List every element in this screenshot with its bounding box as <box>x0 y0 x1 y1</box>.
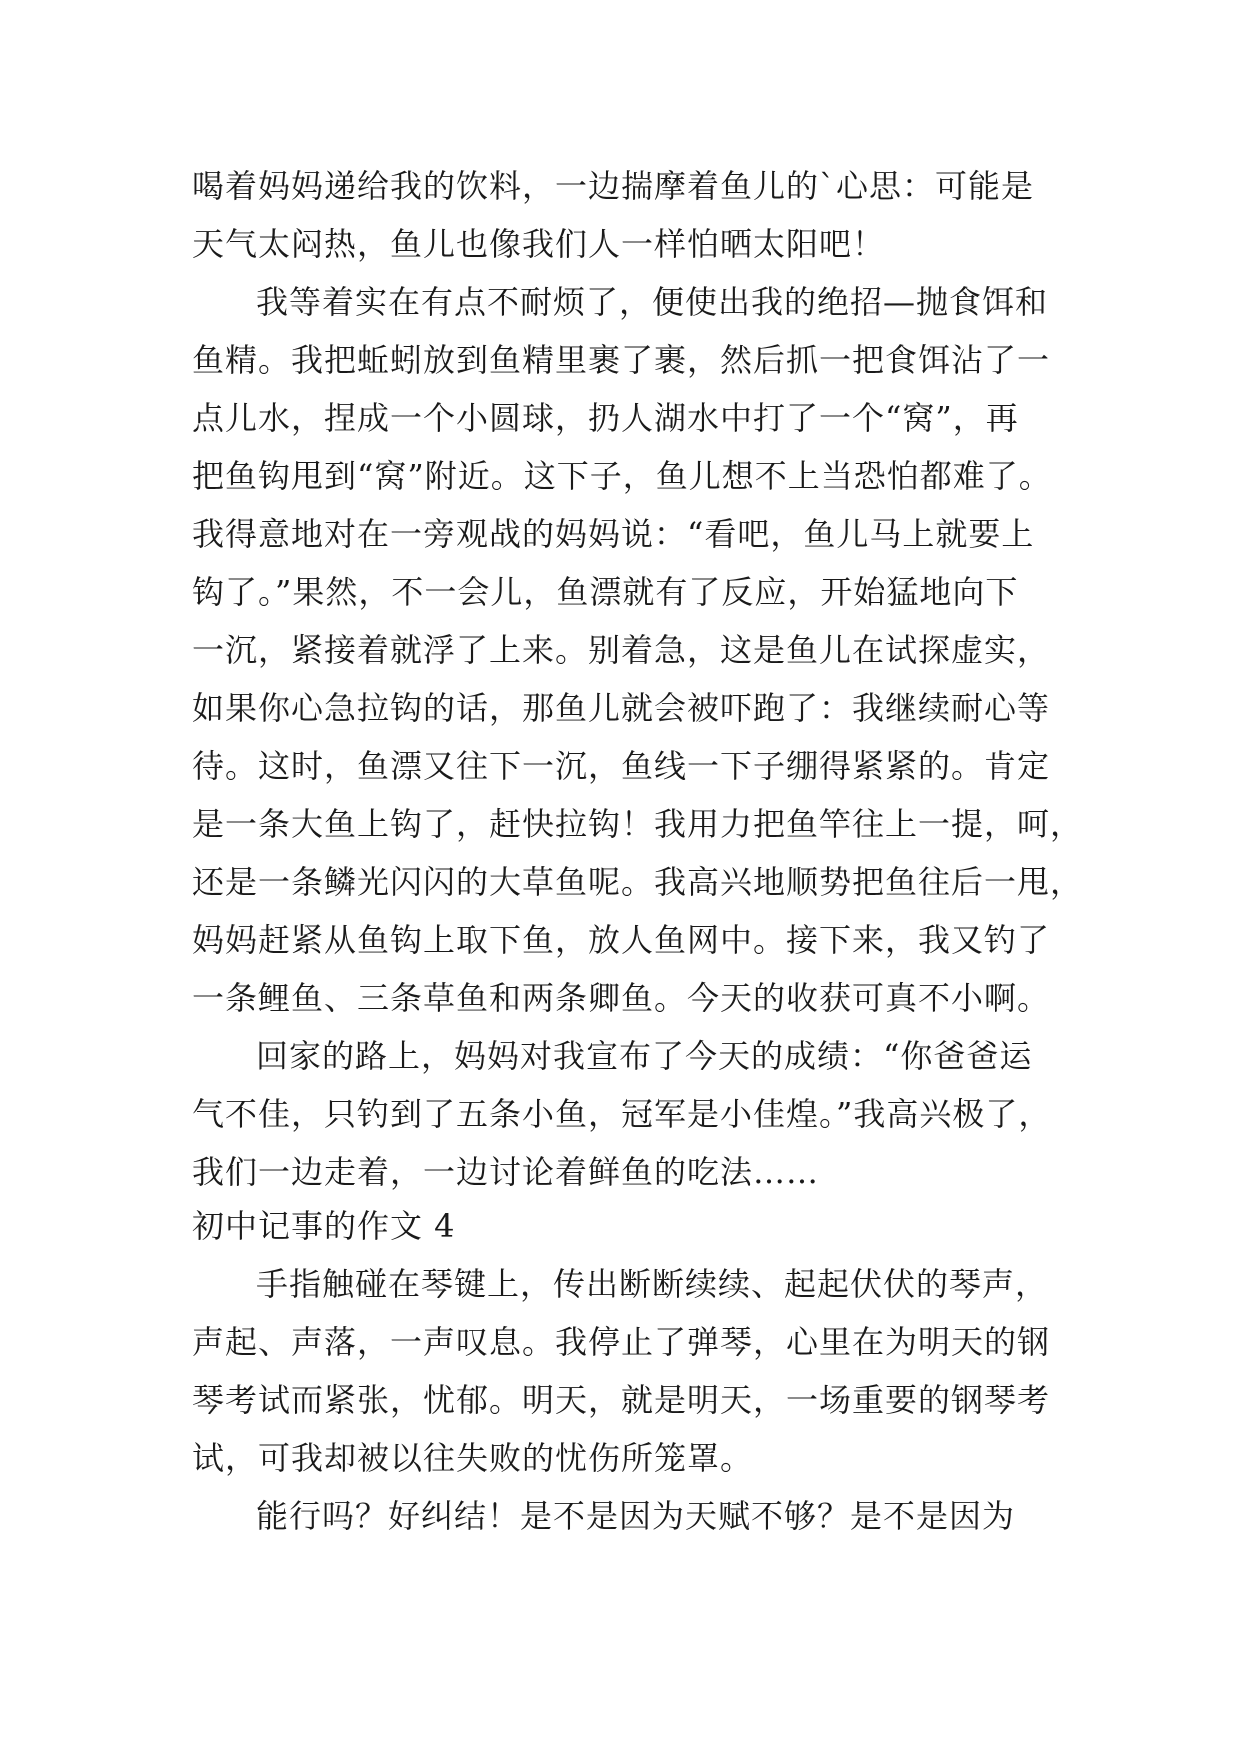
text-line: 喝着妈妈递给我的饮料，一边揣摩着鱼儿的`心思：可能是 <box>192 167 1035 205</box>
paragraph-start-line: 手指触碰在琴键上，传出断断续续、起起伏伏的琴声， <box>256 1265 1049 1303</box>
text-line: 天气太闷热，鱼儿也像我们人一样怕晒太阳吧！ <box>192 225 886 263</box>
text-line: 一条鲤鱼、三条草鱼和两条卿鱼。今天的收获可真不小啊。 <box>192 979 1051 1017</box>
text-line: 我们一边走着，一边讨论着鲜鱼的吃法…… <box>192 1153 820 1191</box>
text-line: 点儿水，捏成一个小圆球，扔人湖水中打了一个“窝”，再 <box>192 399 1019 437</box>
text-line: 琴考试而紧张，忧郁。明天，就是明天，一场重要的钢琴考 <box>192 1381 1051 1419</box>
paragraph-start-line: 能行吗？好纠结！是不是因为天赋不够？是不是因为 <box>256 1497 1016 1535</box>
text-line: 如果你心急拉钩的话，那鱼儿就会被吓跑了：我继续耐心等 <box>192 689 1051 727</box>
text-line: 是一条大鱼上钩了，赶快拉钩！我用力把鱼竿往上一提，呵， <box>192 805 1084 843</box>
text-line: 还是一条鳞光闪闪的大草鱼呢。我高兴地顺势把鱼往后一甩， <box>192 863 1084 901</box>
text-line: 鱼精。我把蚯蚓放到鱼精里裹了裹，然后抓一把食饵沾了一 <box>192 341 1051 379</box>
paragraph-start-line: 我等着实在有点不耐烦了，便使出我的绝招—抛食饵和 <box>256 283 1049 321</box>
text-line: 待。这时，鱼漂又往下一沉，鱼线一下子绷得紧紧的。肯定 <box>192 747 1051 785</box>
text-line: 我得意地对在一旁观战的妈妈说：“看吧，鱼儿马上就要上 <box>192 515 1035 553</box>
text-line: 气不佳，只钓到了五条小鱼，冠军是小佳煌。”我高兴极了， <box>192 1095 1052 1133</box>
paragraph-start-line: 回家的路上，妈妈对我宣布了今天的成绩：“你爸爸运 <box>256 1037 1033 1075</box>
text-line: 声起、声落，一声叹息。我停止了弹琴，心里在为明天的钢 <box>192 1323 1051 1361</box>
text-line: 一沉，紧接着就浮了上来。别着急，这是鱼儿在试探虚实， <box>192 631 1051 669</box>
text-line: 妈妈赶紧从鱼钩上取下鱼，放人鱼网中。接下来，我又钓了 <box>192 921 1051 959</box>
text-line: 试，可我却被以往失败的忧伤所笼罩。 <box>192 1439 754 1477</box>
text-line: 钩了。”果然，不一会儿，鱼漂就有了反应，开始猛地向下 <box>192 573 1019 611</box>
text-line: 把鱼钩甩到“窝”附近。这下子，鱼儿想不上当恐怕都难了。 <box>192 457 1052 495</box>
section-heading: 初中记事的作文 4 <box>192 1207 456 1245</box>
